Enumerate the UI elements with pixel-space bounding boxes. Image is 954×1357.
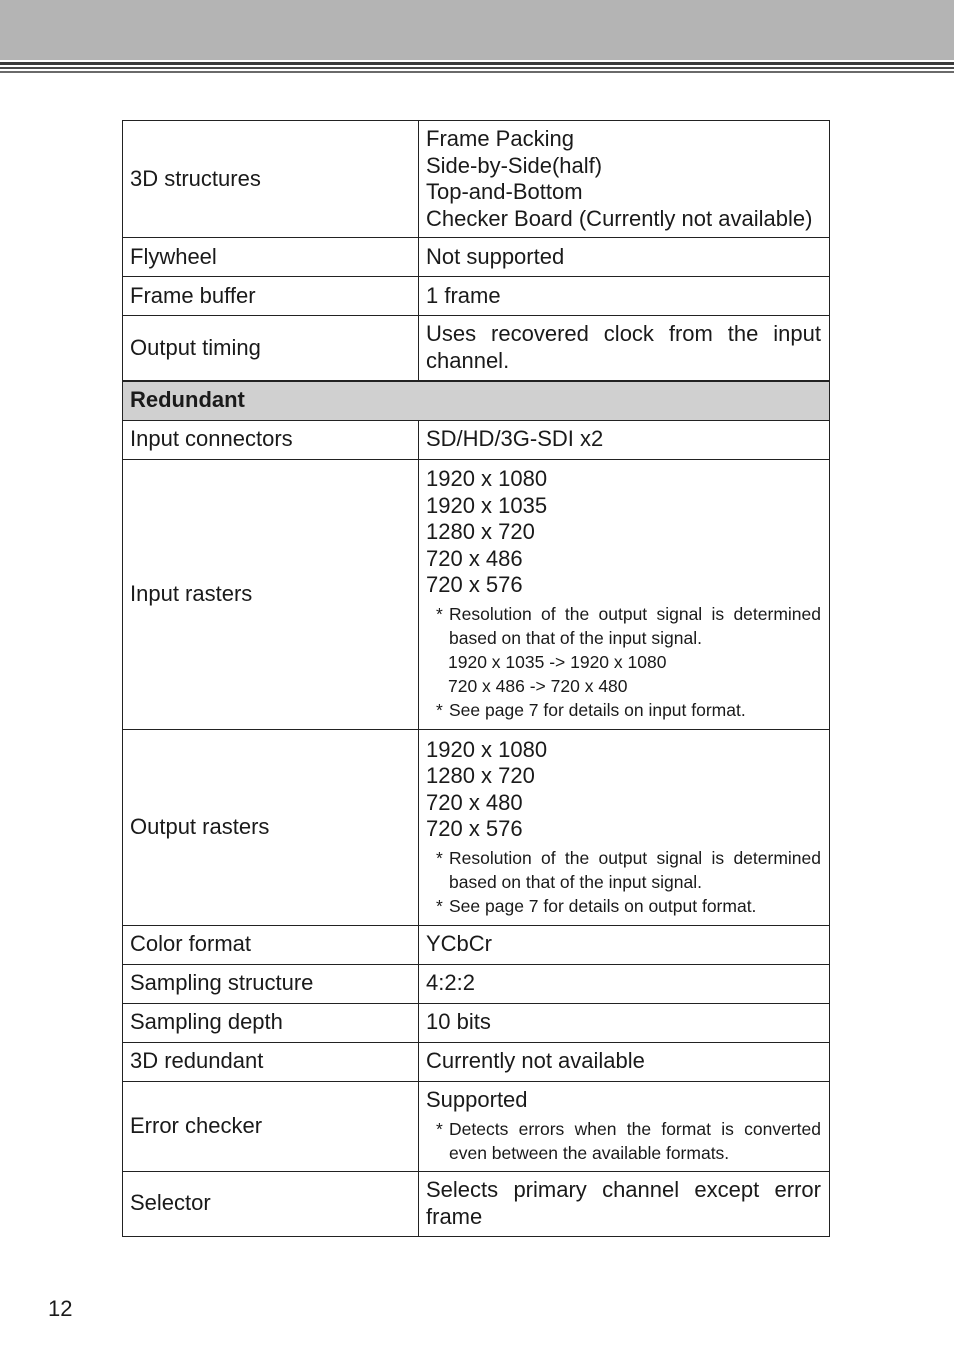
value-line: 1280 x 720 [426, 519, 535, 545]
page-number: 12 [48, 1296, 73, 1321]
footnote [426, 602, 821, 650]
value-line: 720 x 486 [426, 545, 523, 571]
table-row [123, 1081, 830, 1171]
header-rule [0, 67, 954, 69]
spec-table [122, 120, 830, 1237]
value-line: 720 x 480 [426, 789, 523, 815]
value-text: Selects primary channel except error frame [426, 1177, 821, 1229]
value-line: 1920 x 1080 [426, 466, 548, 492]
value-line: 1920 x 1035 [426, 492, 548, 518]
row-label: Input connectors [123, 420, 419, 459]
note-marker: * [436, 1118, 443, 1139]
row-value: 4:2:2 [419, 964, 830, 1003]
table-row [123, 925, 830, 964]
value-line: 720 x 576 [426, 816, 523, 841]
row-label: Flywheel [123, 238, 419, 277]
note-marker: * [436, 699, 443, 720]
footnote-text: Resolution of the output signal is determined based on that of the input signal. [449, 847, 821, 892]
footnotes [426, 1117, 821, 1165]
table-row [123, 729, 830, 925]
table-row [123, 420, 830, 459]
row-label: Selector [123, 1171, 419, 1236]
table-row [123, 459, 830, 729]
footnote [426, 894, 821, 918]
footnotes [426, 846, 821, 918]
table-row [123, 121, 830, 238]
value-line: 1920 x 1080 [426, 736, 548, 762]
row-value [419, 1081, 830, 1171]
row-label: Output rasters [123, 729, 419, 925]
row-label: Sampling structure [123, 964, 419, 1003]
table-row [123, 238, 830, 277]
row-value: Currently not available [419, 1042, 830, 1081]
row-label: 3D redundant [123, 1042, 419, 1081]
value-line: Frame Packing [426, 126, 574, 151]
note-marker: * [436, 895, 443, 916]
footnote-text: Resolution of the output signal is determined based on that of the input signal. [449, 603, 821, 648]
footnote [426, 1117, 821, 1165]
footnotes [426, 602, 821, 722]
footnote-text: Detects errors when the format is converted even between the available formats. [449, 1118, 821, 1163]
table-row [123, 277, 830, 316]
row-label: Sampling depth [123, 1003, 419, 1042]
footnote-text: See page 7 for details on input format. [449, 699, 746, 720]
row-label: Frame buffer [123, 277, 419, 316]
section-title: Redundant [123, 381, 830, 421]
header-rule [0, 71, 954, 73]
note-marker: * [436, 603, 443, 624]
footnote [426, 698, 821, 722]
value-line: 720 x 576 [426, 572, 523, 598]
header-rule [0, 62, 954, 65]
table-row [123, 1042, 830, 1081]
row-label: Error checker [123, 1081, 419, 1171]
row-value [419, 729, 830, 925]
footnote-text: See page 7 for details on output format. [449, 895, 757, 916]
table-row [123, 316, 830, 381]
row-value: SD/HD/3G-SDI x2 [419, 420, 830, 459]
row-value [419, 316, 830, 381]
table-row [123, 1171, 830, 1236]
value-line: 1280 x 720 [426, 763, 535, 788]
section-header-row [123, 381, 830, 421]
header-band [0, 0, 954, 60]
row-label: Output timing [123, 316, 419, 381]
value-text: Uses recovered clock from the input channel. [426, 321, 821, 373]
row-value: Not supported [419, 238, 830, 277]
row-value: 1 frame [419, 277, 830, 316]
footnote [426, 846, 821, 894]
value-line: Supported [426, 1087, 528, 1113]
row-value [419, 459, 830, 729]
mapping-line: 720 x 486 -> 720 x 480 [448, 675, 628, 696]
value-line: Side-by-Side(half) [426, 152, 603, 178]
table-row [123, 964, 830, 1003]
value-line: Checker Board (Currently not available) [426, 205, 813, 231]
table-row [123, 1003, 830, 1042]
row-value: YCbCr [419, 925, 830, 964]
row-label: 3D structures [123, 121, 419, 238]
mapping-line: 1920 x 1035 -> 1920 x 1080 [448, 651, 667, 672]
row-value: 10 bits [419, 1003, 830, 1042]
row-value [419, 1171, 830, 1236]
row-label: Color format [123, 925, 419, 964]
value-line: Top-and-Bottom [426, 179, 583, 204]
note-marker: * [436, 847, 443, 868]
row-value [419, 121, 830, 238]
row-label: Input rasters [123, 459, 419, 729]
